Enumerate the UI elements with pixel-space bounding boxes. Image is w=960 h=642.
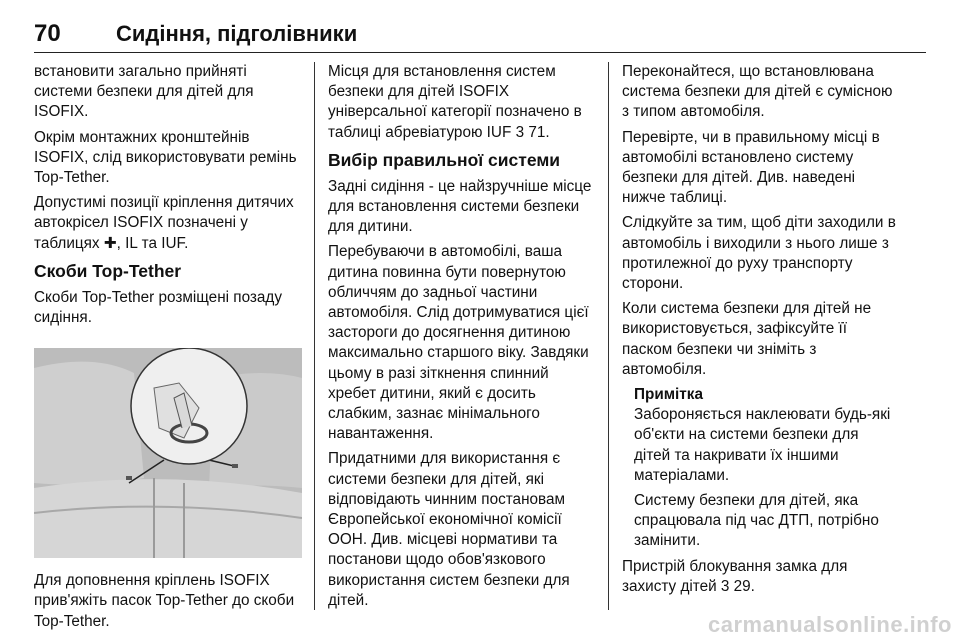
note-title: Примітка <box>634 386 703 404</box>
page-header <box>34 16 926 53</box>
column-divider-2 <box>608 62 609 610</box>
paragraph: Переконайтеся, що встановлювана система безпеки для дітей є сумісною з типом автомобіля. <box>622 63 893 121</box>
text-run: Місця для встановлення систем безпеки для дітей ISOFIX універсальної категорії позначено в таблиці абревіатурою IUF <box>328 63 582 141</box>
watermark: carmanualsonline.info <box>708 612 952 637</box>
paragraph <box>34 193 302 254</box>
paragraph: Слідкуйте за тим, щоб діти заходили в автомобіль і виходили з нього лише з протилежної до руху транспорту сторони. <box>622 214 896 293</box>
text-run: , IL та IUF. <box>116 234 189 252</box>
page-reference: 3 71. <box>515 123 550 141</box>
column-3 <box>622 62 898 602</box>
note-block <box>622 385 898 552</box>
paragraph: Перебуваючи в автомобілі, ваша дитина повинна бути повернутою обличчям до задньої частини автомобіля. Слід дотримуватися цієї застороги до досягнення дитиною максимально старшого віку. Завдяки цьому в разі зіткнення спинний хребет дитини, який є досить слабким, зазнає мінімального навантаження. <box>328 243 589 443</box>
top-tether-illustration <box>34 348 302 558</box>
paragraph: Перевірте, чи в правильному місці в автомобілі встановлено систему безпеки для дітей. Див. наведені нижче таблиці. <box>622 128 880 207</box>
page-reference: 3 29. <box>720 577 755 595</box>
paragraph <box>622 557 898 597</box>
paragraph: встановити загально прийняті системи безпеки для дітей для ISOFIX. <box>34 63 254 121</box>
paragraph: Для доповнення кріплень ISOFIX прив'яжіть пасок Top-Tether до скоби Top-Tether. <box>34 572 295 630</box>
text-run: Допустимі позиції кріплення дитячих автокрісел ISOFIX позначені у таблицях <box>34 194 294 252</box>
isofix-plus-icon: ✚ <box>103 234 117 252</box>
subheading-choose-system: Вибір правильної системи <box>328 149 561 170</box>
column-1 <box>34 62 302 637</box>
paragraph: Забороняється наклеювати будь-які об'єкти на системи безпеки для дітей та накривати їх іншими матеріалами. <box>634 406 891 484</box>
column-2 <box>328 62 596 616</box>
section-title: Сидіння, підголівники <box>116 21 358 46</box>
column-divider-1 <box>314 62 315 610</box>
paragraph <box>328 62 596 143</box>
paragraph: Систему безпеки для дітей, яка спрацювала під час ДТП, потрібно замінити. <box>634 492 879 550</box>
paragraph: Окрім монтажних кронштейнів ISOFIX, слід використовувати ремінь Top-Tether. <box>34 128 297 187</box>
page-number: 70 <box>34 20 61 47</box>
paragraph: Коли система безпеки для дітей не використовується, зафіксуйте її паском безпеки чи зніміть з автомобіля. <box>622 300 872 378</box>
paragraph: Задні сидіння - це найзручніше місце для встановлення системи безпеки для дитини. <box>328 177 592 236</box>
text-run: Пристрій блокування замка для захисту дітей <box>622 557 848 595</box>
paragraph: Придатними для використання є системи безпеки для дітей, які відповідають чинним постановам Європейської економічної комісії ООН. Див. місцеві нормативи та постанови щодо обов'язкового використання систем безпеки для дітей. <box>328 450 570 609</box>
subheading-top-tether: Скоби Top-Tether <box>34 260 182 281</box>
paragraph: Скоби Top-Tether розміщені позаду сидіння. <box>34 288 282 327</box>
